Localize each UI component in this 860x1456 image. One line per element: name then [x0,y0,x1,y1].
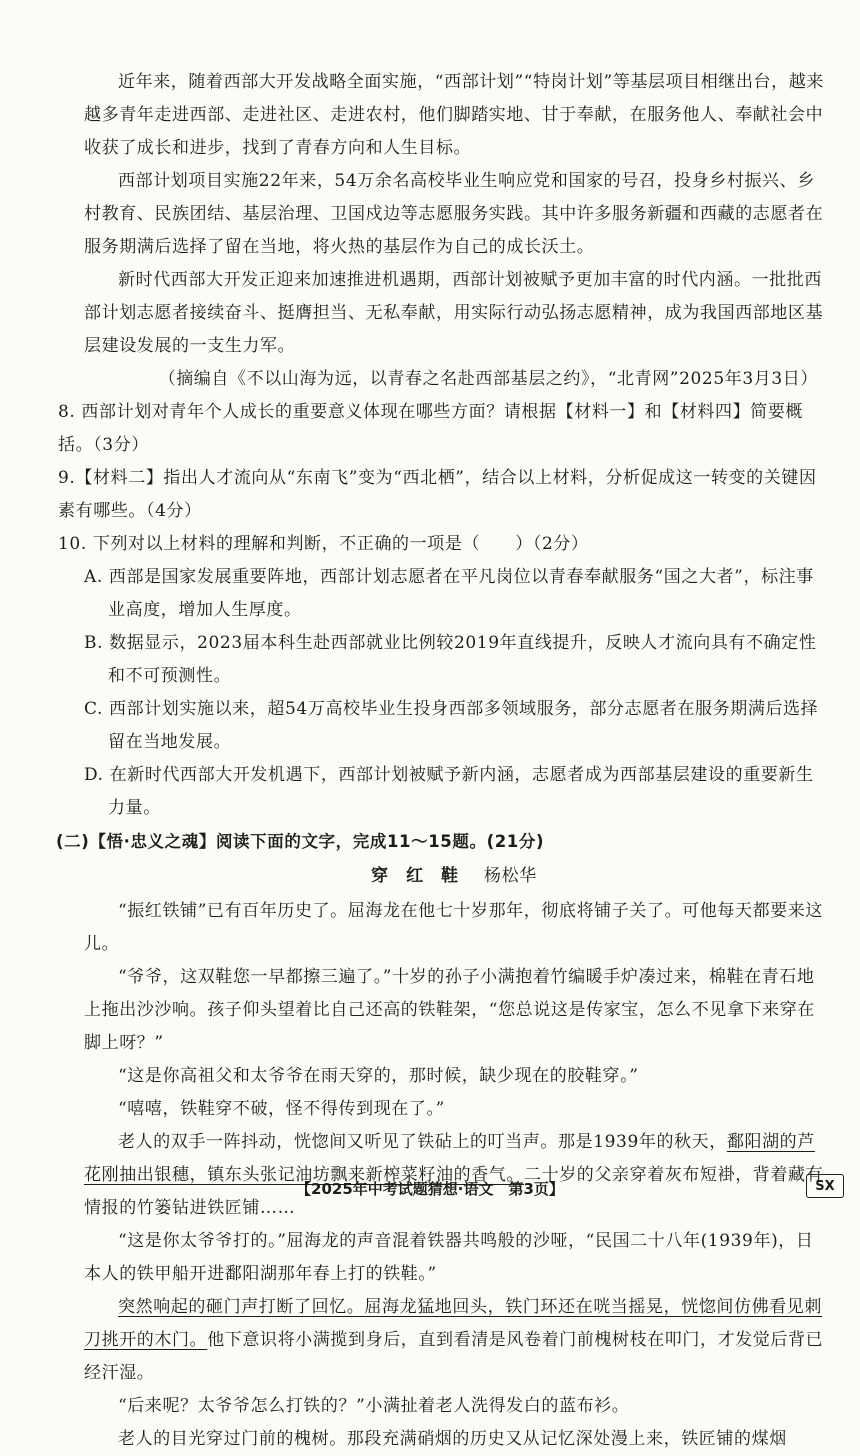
story-paragraph [84,1126,824,1225]
option-a: A. 西部是国家发展重要阵地，西部计划志愿者在平凡岗位以青春奉献服务“国之大者”，标注事业高度，增加人生厚度。 [84,567,814,620]
paragraph: 近年来，随着西部大开发战略全面实施，“西部计划”“特岗计划”等基层项目相继出台，越来越多青年走进西部、走进社区、走进农村，他们脚踏实地、甘于奉献，在服务他人、奉献社会中收获了成长和进步，找到了青春方向和人生目标。 [84,72,824,158]
story-paragraph: “后来呢？太爷爷怎么打铁的？”小满扯着老人洗得发白的蓝布衫。 [118,1396,630,1416]
underlined-sentence: 鄱阳湖的芦花刚抽出银穗，镇东头张记油坊飘来新榨菜籽油的香气。 [84,1132,815,1185]
story-paragraph: 老人的目光穿过门前的槐树。那段充满硝烟的历史又从记忆深处漫上来，铁匠铺的煤烟 [118,1429,787,1449]
region-badge: SX [806,1174,844,1198]
question-10: 10. 下列对以上材料的理解和判断，不正确的一项是（ ）（2分） [58,534,589,554]
story-title-line [84,860,824,893]
story-paragraph: “爷爷，这双鞋您一早都擦三遍了。”十岁的孙子小满抱着竹编暖手炉凑过来，棉鞋在青石地上拖出沙沙响。孩子仰头望着比自己还高的铁鞋架，“您总说这是传家宝，怎么不见拿下来穿在脚上呀？” [84,967,815,1053]
paragraph: 新时代西部大开发正迎来加速推进机遇期，西部计划被赋予更加丰富的时代内涵。一批批西部计划志愿者接续奋斗、挺膺担当、无私奉献，用实际行动弘扬志愿精神，成为我国西部地区基层建设发展的一支生力军。 [84,270,824,356]
question-9: 9.【材料二】指出人才流向从“东南飞”变为“西北栖”，结合以上材料，分析促成这一转变的关键因素有哪些。（4分） [58,468,817,521]
paragraph: 西部计划项目实施22年来，54万余名高校毕业生响应党和国家的号召，投身乡村振兴、乡村教育、民族团结、基层治理、卫国戍边等志愿服务实践。其中许多服务新疆和西藏的志愿者在服务期满后选择了留在当地，将火热的基层作为自己的成长沃土。 [84,171,824,257]
story-paragraph: “嘻嘻，铁鞋穿不破，怪不得传到现在了。” [118,1099,445,1119]
option-c: C. 西部计划实施以来，超54万高校毕业生投身西部多领域服务，部分志愿者在服务期满后选择留在当地发展。 [84,699,819,752]
story-title: 穿 红 鞋 [371,866,464,886]
option-b: B. 数据显示，2023届本科生赴西部就业比例较2019年直线提升，反映人才流向具有不确定性和不可预测性。 [84,633,817,686]
source-citation: （摘编自《不以山海为远，以青春之名赴西部基层之约》，“北青网”2025年3月3日） [158,369,818,389]
question-8: 8. 西部计划对青年个人成长的重要意义体现在哪些方面？请根据【材料一】和【材料四】简要概括。（3分） [58,402,804,455]
story-text: 他下意识将小满揽到身后，直到看清是风卷着门前槐树枝在叩门，才发觉后背已经汗湿。 [84,1330,824,1383]
story-text: 二十岁的父亲穿着灰布短褂，背着藏有情报的竹篓钻进铁匠铺…… [84,1165,824,1218]
story-text: 老人的双手一阵抖动，恍惚间又听见了铁砧上的叮当声。那是1939年的秋天， [118,1132,727,1152]
story-author: 杨松华 [484,866,537,886]
story-paragraph: “这是你高祖父和太爷爷在雨天穿的，那时候，缺少现在的胶鞋穿。” [118,1066,639,1086]
story-paragraph: “振红铁铺”已有百年历史了。屈海龙在他七十岁那年，彻底将铺子关了。可他每天都要来这儿。 [84,901,823,954]
story-paragraph [84,1291,824,1390]
option-d: D. 在新时代西部大开发机遇下，西部计划被赋予新内涵，志愿者成为西部基层建设的重要新生力量。 [84,765,814,818]
story-paragraph: “这是你太爷爷打的。”屈海龙的声音混着铁器共鸣般的沙哑，“民国二十八年(1939年)，日本人的铁甲船开进鄱阳湖那年春上打的铁鞋。” [84,1231,814,1284]
page-footer: 【2025年中考试题猜想·语文 第3页】 [296,1180,564,1198]
section-heading: (二)【悟·忠义之魂】阅读下面的文字，完成11～15题。(21分) [56,832,545,851]
underlined-sentence: 突然响起的砸门声打断了回忆。屈海龙猛地回头，铁门环还在咣当摇晃，恍惚间仿佛看见刺刀挑开的木门。 [84,1297,822,1350]
